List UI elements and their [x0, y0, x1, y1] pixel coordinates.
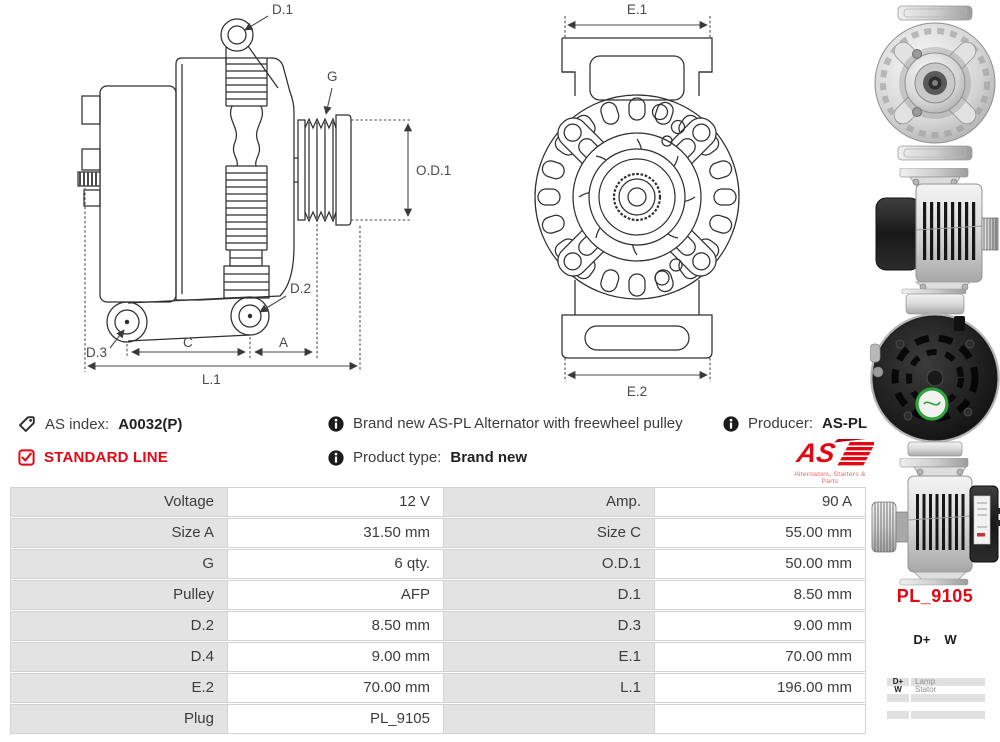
spec-label: [444, 704, 655, 734]
table-row: [10, 487, 866, 517]
table-row: [10, 518, 866, 548]
spec-value: 9.00 mm: [228, 642, 444, 672]
spec-value: 31.50 mm: [228, 518, 444, 548]
spec-label: Size C: [444, 518, 655, 548]
standard-line-badge: [18, 449, 168, 466]
product-type-value: Brand new: [450, 449, 528, 466]
spec-value: 9.00 mm: [655, 611, 866, 641]
description-line: [328, 415, 683, 432]
as-pl-logo-tagline: Alternators, Starters & Parts: [794, 471, 866, 485]
product-photo-front-view: [870, 2, 1000, 165]
dim-label-d1: D.1: [272, 2, 294, 17]
spec-value: 8.50 mm: [228, 611, 444, 641]
info-icon: [328, 450, 344, 466]
pinout-pin: W: [887, 686, 909, 694]
spec-label: Voltage: [10, 487, 228, 517]
tag-icon: [18, 415, 36, 433]
dim-label-g: G: [327, 69, 338, 84]
as-pl-logo-mark: [786, 438, 874, 468]
plug-code-label: PL_9105: [896, 586, 974, 606]
producer-value: AS-PL: [822, 415, 868, 432]
table-row: [10, 673, 866, 703]
spec-value: [655, 704, 866, 734]
spec-value: 70.00 mm: [228, 673, 444, 703]
spec-value: AFP: [228, 580, 444, 610]
description-text: Brand new AS-PL Alternator with freewheel pulley: [353, 415, 683, 432]
checkbox-checked-icon: [18, 449, 35, 466]
dim-label-c: C: [183, 335, 193, 350]
dim-label-a: A: [279, 335, 289, 350]
table-row: [10, 642, 866, 672]
terminal-dplus: D+: [913, 632, 931, 647]
spec-label: D.1: [444, 580, 655, 610]
table-row: [10, 580, 866, 610]
spec-label: Size A: [10, 518, 228, 548]
dim-label-e2: E.2: [626, 384, 648, 399]
spec-value: 70.00 mm: [655, 642, 866, 672]
product-photo-rear-view: [870, 292, 1000, 458]
pinout-empty-row: [887, 694, 985, 702]
dim-label-d3: D.3: [86, 345, 108, 360]
as-index-value: A0032(P): [118, 415, 183, 433]
product-photo-side-view-pulley-left: [870, 168, 1000, 294]
producer-line: [723, 415, 867, 432]
table-row: [10, 704, 866, 734]
spec-value: 8.50 mm: [655, 580, 866, 610]
pinout-desc: Stator: [911, 686, 985, 694]
spec-value: 90 A: [655, 487, 866, 517]
spec-value: 50.00 mm: [655, 549, 866, 579]
pinout-desc: Lamp: [911, 678, 985, 686]
as-pl-logo: [786, 438, 874, 485]
as-index-line: [18, 415, 182, 433]
dim-label-l1: L.1: [202, 372, 221, 387]
spec-label: Amp.: [444, 487, 655, 517]
spec-label: L.1: [444, 673, 655, 703]
table-row: [10, 611, 866, 641]
side-view-technical-drawing: [40, 0, 460, 398]
info-icon: [328, 416, 344, 432]
spec-value: 196.00 mm: [655, 673, 866, 703]
spec-label: G: [10, 549, 228, 579]
spec-value: 55.00 mm: [655, 518, 866, 548]
front-view-technical-drawing: [500, 0, 830, 402]
spec-value: 6 qty.: [228, 549, 444, 579]
standard-line-label: STANDARD LINE: [44, 449, 168, 466]
pinout-pin: D+: [887, 678, 909, 686]
svg-text:AS: AS: [794, 438, 838, 468]
spec-value: 12 V: [228, 487, 444, 517]
pinout-table: [887, 678, 985, 719]
table-row: [10, 549, 866, 579]
terminal-w: W: [944, 632, 957, 647]
product-type-label: Product type:: [353, 449, 442, 466]
spec-table: [10, 487, 866, 735]
producer-label: Producer:: [748, 415, 814, 432]
spec-label: O.D.1: [444, 549, 655, 579]
spec-label: Pulley: [10, 580, 228, 610]
spec-label: D.4: [10, 642, 228, 672]
terminal-labels: [870, 632, 1000, 647]
dim-label-e1: E.1: [626, 2, 648, 17]
product-photo-side-view-pulley-right: [870, 458, 1000, 586]
spec-value: PL_9105: [228, 704, 444, 734]
spec-label: E.2: [10, 673, 228, 703]
product-type-line: [328, 449, 527, 466]
pinout-spacer: [887, 702, 985, 711]
as-index-label: AS index:: [45, 415, 110, 433]
pinout-row: [887, 686, 985, 694]
spec-label: D.3: [444, 611, 655, 641]
spec-label: Plug: [10, 704, 228, 734]
spec-label: E.1: [444, 642, 655, 672]
dim-label-d2: D.2: [290, 281, 312, 296]
info-icon: [723, 416, 739, 432]
pinout-empty-row: [887, 711, 985, 719]
spec-label: D.2: [10, 611, 228, 641]
dim-label-od1: O.D.1: [416, 163, 452, 178]
